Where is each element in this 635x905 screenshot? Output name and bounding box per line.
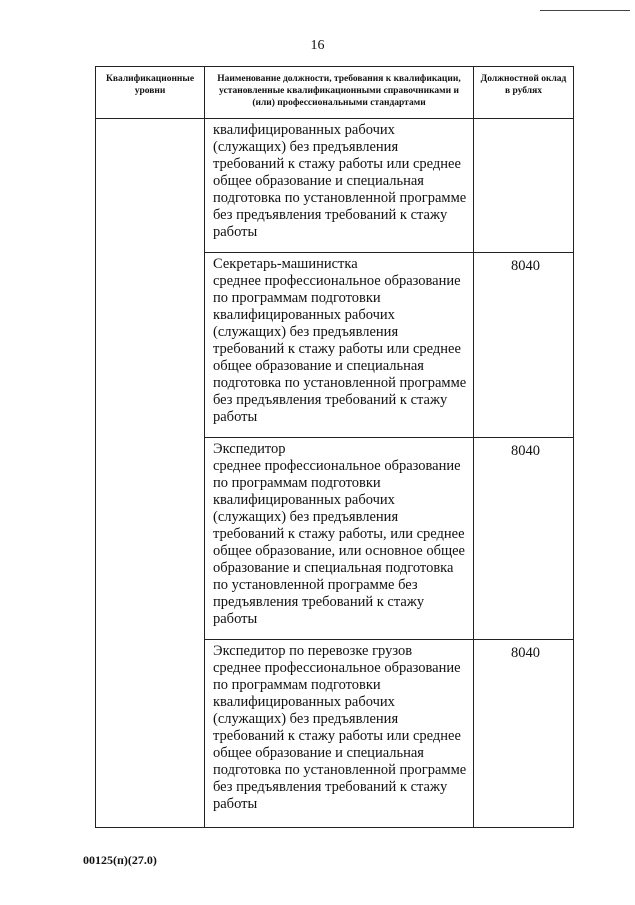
requirements-text: среднее профессиональное образование по программам подготовки квалифицированных рабочих (служащих) без предъявления требований к стажу работы или среднее общее образование и специальная подготовка по установленной программе без предъявления требований к стажу работы — [213, 660, 467, 812]
position-cell — [205, 253, 474, 438]
salary-cell: 8040 — [474, 253, 574, 438]
header-salary: Должностной оклад в рублях — [474, 67, 574, 119]
position-name: Экспедитор по перевозке грузов — [213, 643, 413, 659]
qualification-table — [95, 66, 574, 828]
table-header-row — [96, 67, 574, 119]
position-cell — [205, 438, 474, 640]
salary-cell — [474, 119, 574, 253]
position-name: Секретарь-машинистка — [213, 256, 358, 272]
top-edge-rule — [540, 10, 630, 11]
table-row — [96, 119, 574, 253]
level-cell — [96, 119, 205, 828]
page-number: 16 — [310, 38, 325, 53]
position-cell — [205, 119, 474, 253]
salary-cell: 8040 — [474, 640, 574, 828]
salary-cell: 8040 — [474, 438, 574, 640]
document-code: 00125(п)(27.0) — [83, 853, 157, 867]
requirements-text: среднее профессиональное образование по программам подготовки квалифицированных рабочих (служащих) без предъявления требований к стажу работы, или среднее общее образование, или основное общее образование и специальная подготовка по установленной программе без предъявления требований к стажу работы — [213, 458, 465, 627]
header-qualification-levels: Квалификационные уровни — [96, 67, 205, 119]
header-position-requirements: Наименование должности, требования к квалификации, установленные квалификационными справочниками и (или) профессиональными стандартами — [205, 67, 474, 119]
position-cell — [205, 640, 474, 828]
requirements-text: среднее профессиональное образование по программам подготовки квалифицированных рабочих (служащих) без предъявления требований к стажу работы или среднее общее образование и специальная подготовка по установленной программе без предъявления требований к стажу работы — [213, 273, 467, 425]
position-name: Экспедитор — [213, 441, 286, 457]
requirements-text: квалифицированных рабочих (служащих) без предъявления требований к стажу работы или среднее общее образование и специальная подготовка по установленной программе без предъявления требований к стажу работы — [213, 122, 467, 240]
